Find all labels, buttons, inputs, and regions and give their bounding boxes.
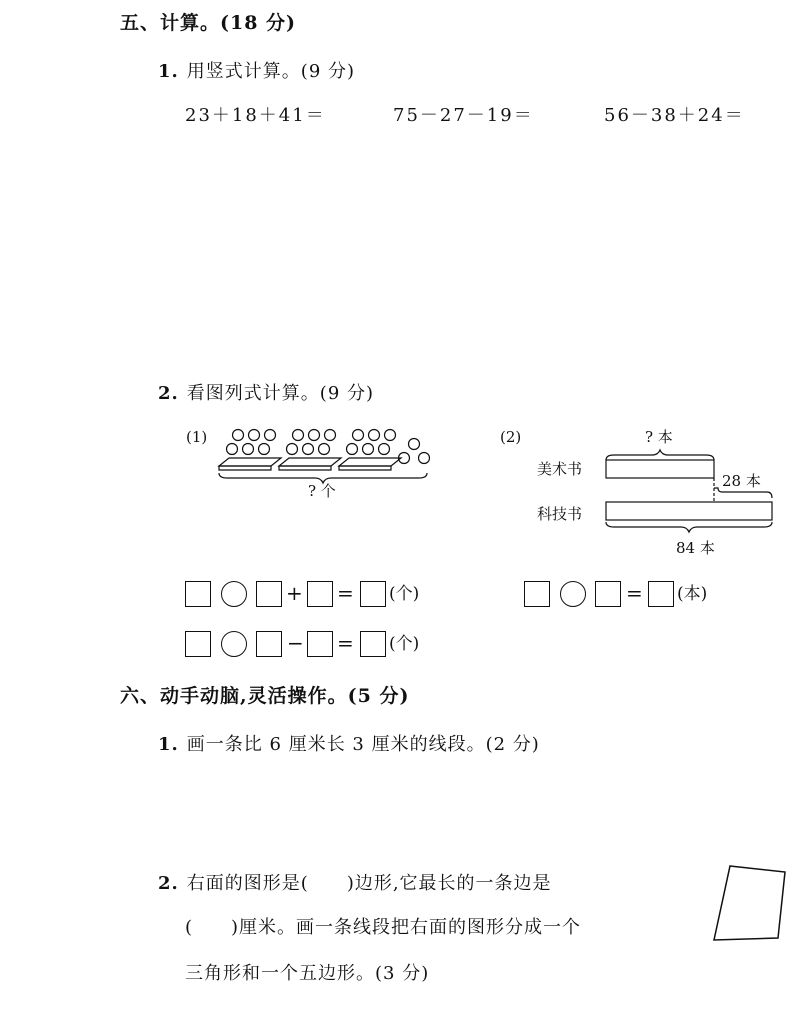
- question-number: 1.: [158, 734, 179, 755]
- question-5-2: [158, 379, 374, 405]
- expression-2: 75－27－19＝: [393, 105, 534, 126]
- apple-tray-1: [219, 430, 281, 471]
- row-label-science-books: 科技书: [537, 505, 583, 523]
- section-5-title: 五、计算。(18 分): [120, 12, 297, 34]
- operator-circle[interactable]: [221, 631, 247, 657]
- answer-box[interactable]: [595, 581, 621, 607]
- plus-sign: +: [286, 581, 303, 605]
- total-label: 84 本: [676, 539, 715, 557]
- equals-sign: =: [626, 581, 643, 605]
- figure-1-question: ? 个: [308, 482, 336, 500]
- bar-science-books: [606, 502, 772, 520]
- unit-ge: (个): [389, 584, 420, 604]
- question-6-2-line3: 三角形和一个五边形。(3 分): [185, 963, 430, 984]
- question-number: 1.: [158, 61, 179, 82]
- apple-tray-2: [279, 430, 341, 471]
- answer-box[interactable]: [307, 581, 333, 607]
- difference-label: 28 本: [722, 472, 761, 490]
- section-6-title: 六、动手动脑,灵活操作。(5 分): [120, 685, 410, 707]
- question-text: 画一条比 6 厘米长 3 厘米的线段。(2 分): [186, 734, 540, 755]
- question-text: 看图列式计算。(9 分): [186, 383, 375, 404]
- answer-box[interactable]: [648, 581, 674, 607]
- brace-top: [606, 450, 714, 460]
- answer-box[interactable]: [256, 631, 282, 657]
- row-label-art-books: 美术书: [537, 460, 583, 478]
- loose-apples: [399, 439, 430, 464]
- operator-circle[interactable]: [221, 581, 247, 607]
- question-6-2-line1: [158, 869, 552, 895]
- answer-box[interactable]: [360, 581, 386, 607]
- answer-box[interactable]: [307, 631, 333, 657]
- question-5-1: [158, 57, 355, 83]
- unit-ben: (本): [677, 584, 708, 604]
- figure-2-top-question: ? 本: [645, 428, 673, 446]
- answer-box[interactable]: [524, 581, 550, 607]
- question-number: 2.: [158, 383, 179, 404]
- answer-box[interactable]: [185, 581, 211, 607]
- question-text: 右面的图形是( )边形,它最长的一条边是: [186, 873, 552, 894]
- apple-tray-3: [339, 430, 401, 471]
- answer-box[interactable]: [256, 581, 282, 607]
- expression-1: 23＋18＋41＝: [185, 105, 326, 126]
- figure-1-label: (1): [186, 428, 208, 446]
- figure-2-label: (2): [500, 428, 522, 446]
- bar-art-books: [606, 460, 714, 478]
- brace-bottom: [606, 522, 772, 532]
- quadrilateral-figure: [700, 860, 790, 950]
- question-6-2-line2: ( )厘米。画一条线段把右面的图形分成一个: [185, 917, 582, 938]
- brace-difference: [714, 488, 772, 498]
- question-number: 2.: [158, 873, 179, 894]
- operator-circle[interactable]: [560, 581, 586, 607]
- equals-sign: =: [337, 631, 354, 655]
- unit-ge: (个): [389, 634, 420, 654]
- book-bars-figure: [600, 440, 780, 540]
- question-text: 用竖式计算。(9 分): [186, 61, 356, 82]
- expression-3: 56－38＋24＝: [604, 105, 745, 126]
- equals-sign: =: [337, 581, 354, 605]
- answer-box[interactable]: [185, 631, 211, 657]
- minus-sign: −: [287, 631, 304, 655]
- question-6-1: [158, 730, 540, 756]
- answer-box[interactable]: [360, 631, 386, 657]
